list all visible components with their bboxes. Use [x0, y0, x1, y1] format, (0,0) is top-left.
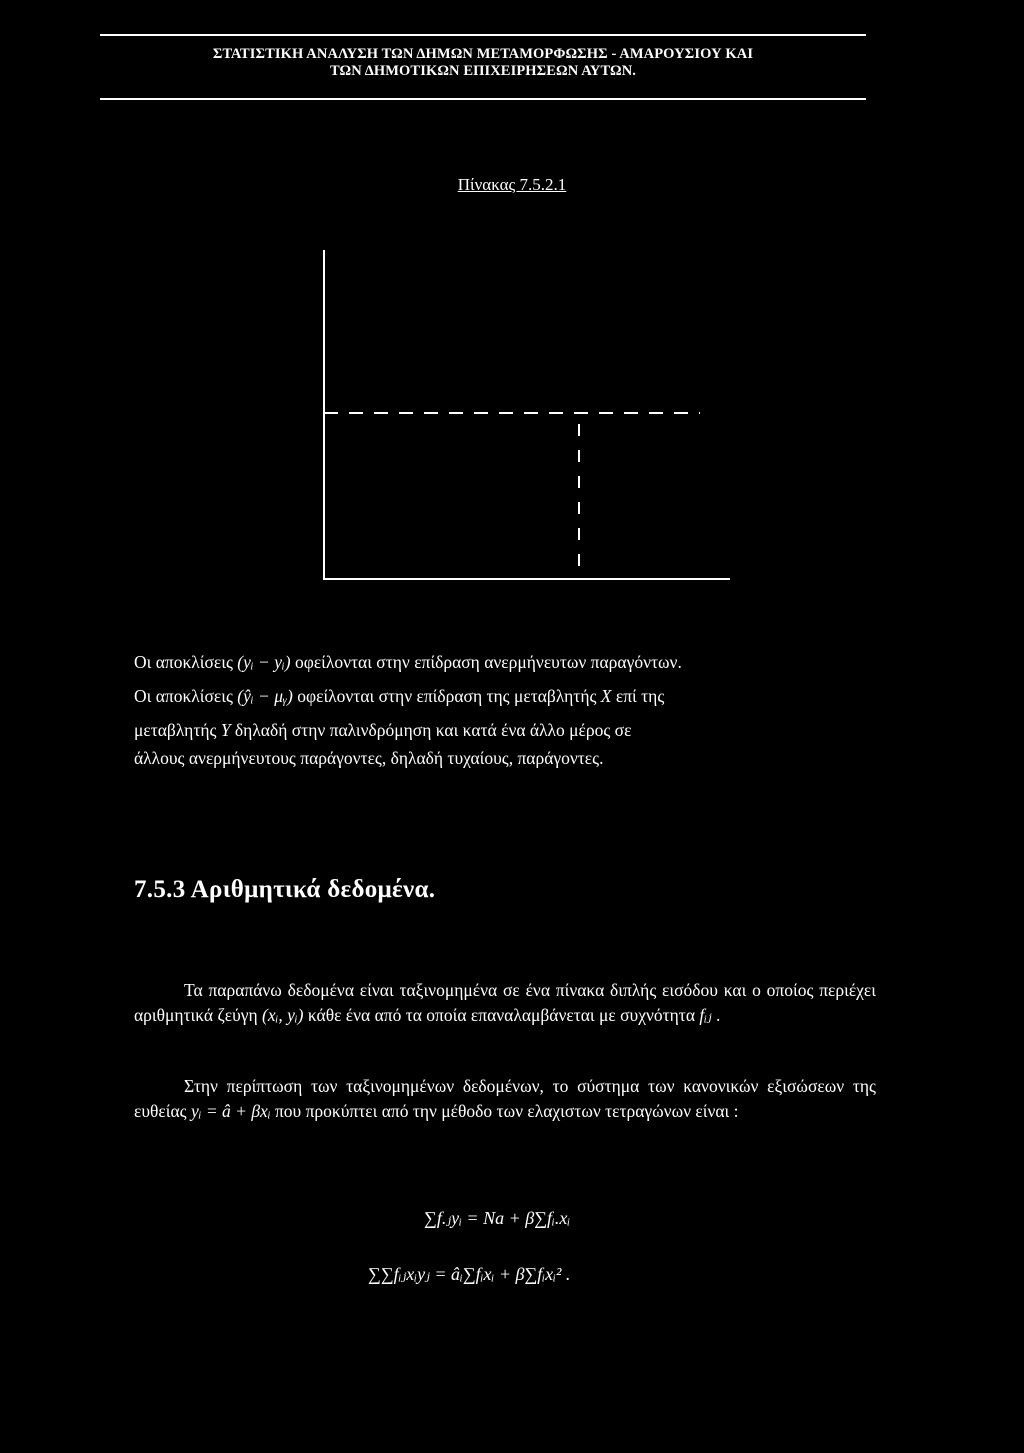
deviation-expr-residual: (yᵢ − yᵢ)	[237, 652, 291, 672]
pair-expr: (xᵢ, yᵢ)	[262, 1004, 304, 1025]
variable-x: X	[600, 686, 612, 706]
table-title: Πίνακας 7.5.2.1	[457, 175, 567, 194]
frequency-symbol: fᵢⱼ	[699, 1004, 712, 1025]
deviation-line-2: Οι αποκλίσεις (ŷᵢ − μᵧ) οφείλονται στην επίδραση της μεταβλητής X επί της	[134, 686, 665, 706]
normal-equation-1: ∑f.ⱼyᵢ = Na + β∑fᵢ.xᵢ	[424, 1208, 571, 1228]
variable-y: Y	[220, 720, 231, 740]
line-equation: yᵢ = â + βxᵢ	[190, 1100, 271, 1121]
deviation-line-1: Οι αποκλίσεις (yᵢ − yᵢ) οφείλονται στην επίδραση ανερμήνευτων παραγόντων.	[134, 652, 682, 672]
regression-deviation-diagram	[0, 0, 1024, 620]
numeric-paragraph-2: Στην περίπτωση των ταξινομημένων δεδομένων, το σύστημα των κανονικών εξισώσεων της ευθείας yᵢ = â + βxᵢ που προκύπτει από την μέθοδο των ελαχιστων τετραγώνων είναι :	[134, 1076, 876, 1121]
numeric-paragraph-1: Τα παραπάνω δεδομένα είναι ταξινομημένα σε ένα πίνακα διπλής εισόδου και ο οποίος περιέχει αριθμητικά ζεύγη (xᵢ, yᵢ) κάθε ένα από τα οποία επαναλαμβάνεται με συχνότητα fᵢⱼ .	[134, 980, 876, 1025]
section-heading: 7.5.3 Αριθμητικά δεδομένα.	[134, 876, 436, 903]
deviation-line-3: μεταβλητής Y δηλαδή στην παλινδρόμηση και κατά ένα άλλο μέρος σε	[134, 720, 632, 740]
header-line-2: ΤΩΝ ΔΗΜΟΤΙΚΩΝ ΕΠΙΧΕΙΡΗΣΕΩΝ ΑΥΤΩΝ.	[329, 63, 637, 79]
deviation-line-4: άλλους ανερμήνευτους παράγοντες, δηλαδή τυχαίους, παράγοντες.	[134, 748, 604, 768]
normal-equation-2: ∑∑fᵢⱼxᵢyⱼ = âᵢ∑fᵢxᵢ + β∑fᵢxᵢ² .	[368, 1264, 571, 1284]
header-line-1: ΣΤΑΤΙΣΤΙΚΗ ΑΝΑΛΥΣΗ ΤΩΝ ΔΗΜΩΝ ΜΕΤΑΜΟΡΦΩΣΗΣ - ΑΜΑΡΟΥΣΙΟΥ ΚΑΙ	[212, 46, 754, 62]
deviation-expr-regression: (ŷᵢ − μᵧ)	[237, 686, 293, 706]
